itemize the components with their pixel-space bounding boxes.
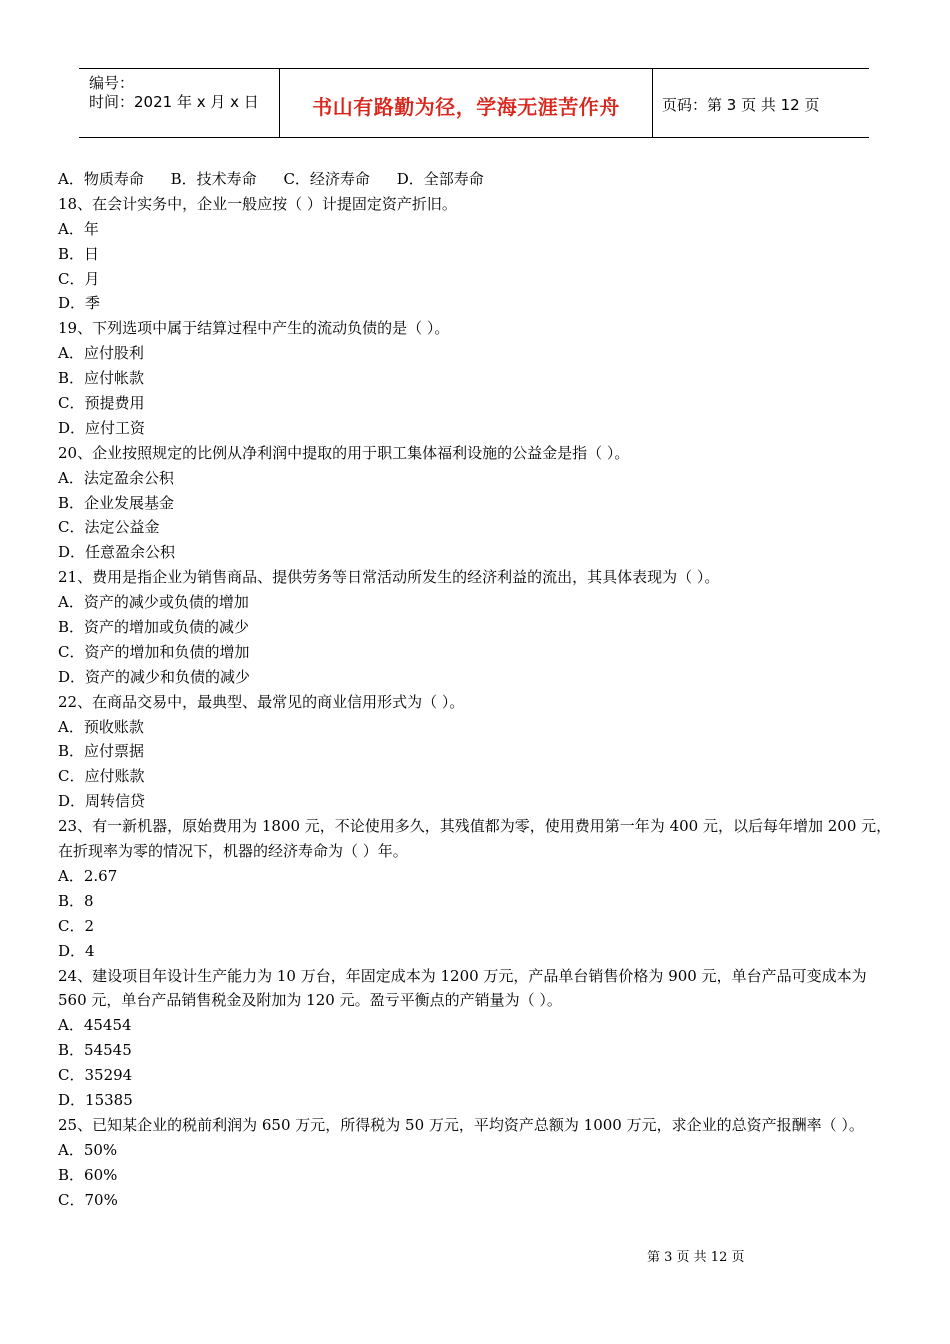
q21-text: 21、费用是指企业为销售商品、提供劳务等日常活动所发生的经济利益的流出，其具体表现为（ ）。 — [58, 568, 720, 587]
page-header — [79, 68, 869, 138]
header-right-cell — [653, 69, 869, 137]
q20-option-a: A．法定盈余公积 — [58, 468, 174, 487]
q20-option-d: D．任意盈余公积 — [58, 543, 176, 562]
q24-option-b: B．54545 — [58, 1041, 132, 1060]
q22-option-b: B．应付票据 — [58, 742, 145, 761]
option-d: D．全部寿命 — [396, 170, 484, 188]
q20-text: 20、企业按照规定的比例从净利润中提取的用于职工集体福利设施的公益金是指（ ）。 — [58, 443, 630, 462]
q18-option-c: C．月 — [58, 269, 100, 288]
q22-option-d: D．周转信贷 — [58, 792, 146, 811]
q19-option-d: D．应付工资 — [58, 418, 146, 437]
q23-option-b: B．8 — [58, 891, 94, 910]
q19-option-a: A．应付股利 — [58, 344, 144, 363]
q24-option-a: A．45454 — [58, 1016, 132, 1035]
question-content — [58, 167, 894, 1212]
q23-option-a: A．2.67 — [58, 866, 118, 885]
q22-text: 22、在商品交易中，最典型、最常见的商业信用形式为（ ）。 — [58, 692, 465, 711]
page-footer: 第 3 页 共 12 页 — [647, 1250, 745, 1265]
q23-option-d: D．4 — [58, 941, 95, 960]
q20-option-c: C．法定公益金 — [58, 518, 160, 537]
q21-option-a: A．资产的减少或负债的增加 — [58, 593, 249, 612]
q17-options-row — [58, 167, 894, 192]
q24-option-d: D．15385 — [58, 1091, 133, 1110]
q18-option-b: B．日 — [58, 244, 100, 263]
q18-option-d: D．季 — [58, 294, 101, 313]
option-c: C．经济寿命 — [283, 170, 370, 188]
q18-text: 18、在会计实务中，企业一般应按（ ）计提固定资产折旧。 — [58, 194, 457, 213]
q21-option-b: B．资产的增加或负债的减少 — [58, 618, 250, 637]
q25-option-a: A．50% — [58, 1140, 118, 1159]
motto: 书山有路勤为径，学海无涯苦作舟 — [312, 95, 620, 119]
q22-option-c: C．应付账款 — [58, 767, 145, 786]
q21-option-d: D．资产的减少和负债的减少 — [58, 667, 251, 686]
q19-option-c: C．预提费用 — [58, 394, 145, 413]
number-label: 编号： — [89, 74, 135, 92]
q25-text: 25、已知某企业的税前利润为 650 万元，所得税为 50 万元，平均资产总额为 1000 万元，求企业的总资产报酬率（ ）。 — [58, 1115, 864, 1134]
q21-option-c: C．资产的增加和负债的增加 — [58, 642, 250, 661]
header-middle-cell — [280, 69, 653, 137]
q19-option-b: B．应付帐款 — [58, 369, 145, 388]
header-left-cell — [79, 69, 280, 137]
time-label: 时间：2021 年 x 月 x 日 — [89, 93, 259, 111]
q22-option-a: A．预收账款 — [58, 717, 144, 736]
q20-option-b: B．企业发展基金 — [58, 493, 175, 512]
q23-option-c: C．2 — [58, 916, 95, 935]
q19-text: 19、下列选项中属于结算过程中产生的流动负债的是（ ）。 — [58, 319, 450, 338]
page-info: 页码：第 3 页 共 12 页 — [662, 96, 820, 114]
q25-option-b: B．60% — [58, 1165, 118, 1184]
option-b: B．技术寿命 — [170, 170, 257, 188]
q24-text: 24、建设项目年设计生产能力为 10 万台，年固定成本为 1200 万元，产品单台销售价格为 900 元，单台产品可变成本为 560 元，单台产品销售税金及附加为 120 元。盈亏平衡点的产销量为（ ）。 — [58, 966, 867, 1010]
q25-option-c: C．70% — [58, 1190, 118, 1209]
q23-text: 23、有一新机器，原始费用为 1800 元，不论使用多久，其残值都为零，使用费用第一年为 400 元，以后每年增加 200 元，在折现率为零的情况下，机器的经济寿命为（ ）年。 — [58, 817, 892, 861]
option-a: A．物质寿命 — [58, 170, 144, 188]
q18-option-a: A．年 — [58, 219, 99, 238]
q24-option-c: C．35294 — [58, 1066, 133, 1085]
